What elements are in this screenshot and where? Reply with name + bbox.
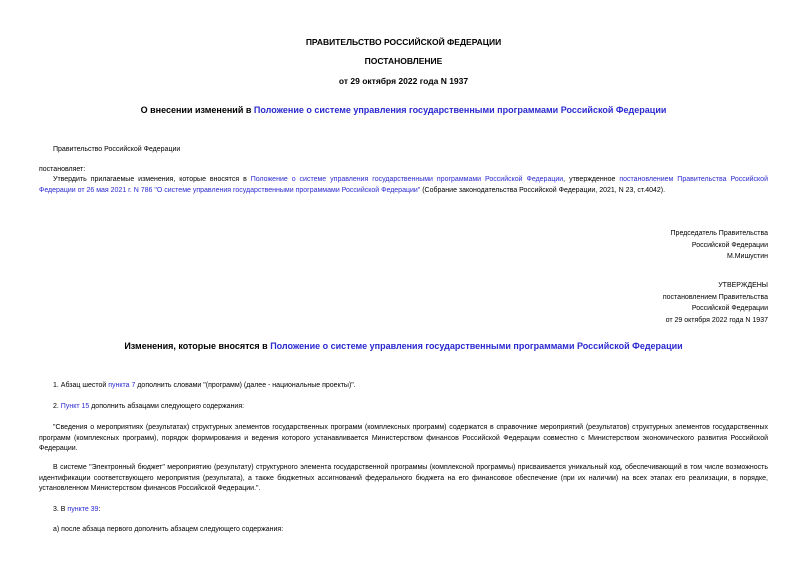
preamble-subject: Правительство Российской Федерации xyxy=(53,146,181,153)
preamble-decides: постановляет: xyxy=(39,166,86,173)
date-number-heading: от 29 октября 2022 года N 1937 xyxy=(338,76,469,86)
item-2-text-2: дополнить абзацами следующего содержания: xyxy=(89,403,245,410)
quote-paragraph-1: "Сведения о мероприятиях (результатах) структурных элементов государственных программ (комплексных программ) содержатся в справочнике мероприятий (результатов) структурных элементов государственных программ (комплексных программ), порядок формирования и ведения которого устанавливается Министерством финансов Российской Федерации совместно с Министерством экономического развития Российской Федерации. xyxy=(39,424,768,452)
changes-title-prefix: Изменения, которые вносятся в xyxy=(124,341,271,351)
item-1-text-1: 1. Абзац шестой xyxy=(53,382,109,389)
signature-line-2: Российской Федерации xyxy=(691,241,768,249)
signature-block xyxy=(671,228,768,263)
quote-paragraph-2: В системе "Электронный бюджет" мероприятию (результату) структурного элемента государственной программы (комплексной программы) присваивается уникальный код, обеспечивающий в том числе возможность идентификации соответствующего мероприятия (результата), а также бюджетных ассигнований федерального бюджета на его финансовое обеспечение (при их наличии) на всех этапах его реализации, в порядке, установленном Министерством финансов Российской Федерации.". xyxy=(39,464,768,492)
approval-block xyxy=(663,280,768,326)
title-link[interactable]: Положение о системе управления государственными программами Российской Федерации xyxy=(253,105,667,115)
approval-line-3: Российской Федерации xyxy=(691,305,768,312)
item-2 xyxy=(53,403,244,410)
approval-line-2: постановлением Правительства xyxy=(662,293,768,301)
org-heading: ПРАВИТЕЛЬСТВО РОССИЙСКОЙ ФЕДЕРАЦИИ xyxy=(305,37,502,47)
item-1 xyxy=(53,382,356,389)
approval-line-4: от 29 октября 2022 года N 1937 xyxy=(665,316,768,324)
decision-link-regulation[interactable]: Положение о системе управления государственными программами Российской Федерации xyxy=(250,176,564,183)
signature-line-3: М.Мишустин xyxy=(726,253,768,260)
item-3a: а) после абзаца первого дополнить абзацем следующего содержания: xyxy=(53,526,284,533)
document-title xyxy=(0,105,807,115)
item-1-text-2: дополнить словами "(программ) (далее - национальные проекты)". xyxy=(135,382,356,389)
item-3-link[interactable]: пункте 39 xyxy=(67,506,99,513)
decision-text-1: Утвердить прилагаемые изменения, которые вносятся в xyxy=(53,176,251,183)
item-3-text-2: : xyxy=(98,506,101,513)
signature-line-1: Председатель Правительства xyxy=(670,230,768,237)
item-1-link[interactable]: пункта 7 xyxy=(108,382,136,389)
decision-text-2: , утвержденное xyxy=(563,176,620,183)
title-prefix: О внесении изменений в xyxy=(140,105,254,115)
item-3 xyxy=(53,506,100,513)
changes-title-link[interactable]: Положение о системе управления государственными программами Российской Федерации xyxy=(270,341,683,351)
decision-link-resolution[interactable]: постановлением Правительства Российской Федерации от 26 мая 2021 г. N 786 "О системе управления государственными программами Российской Федерации" xyxy=(39,176,768,194)
doc-type-heading: ПОСТАНОВЛЕНИЕ xyxy=(364,56,443,66)
item-3-text-1: 3. В xyxy=(53,506,68,513)
item-2-link[interactable]: Пункт 15 xyxy=(60,403,90,410)
decision-paragraph xyxy=(39,175,768,196)
changes-title xyxy=(0,341,807,351)
approval-line-1: УТВЕРЖДЕНЫ xyxy=(718,282,768,289)
decision-text-3: (Собрание законодательства Российской Федерации, 2021, N 23, ст.4042). xyxy=(420,186,666,194)
item-2-text-1: 2. xyxy=(53,403,61,410)
